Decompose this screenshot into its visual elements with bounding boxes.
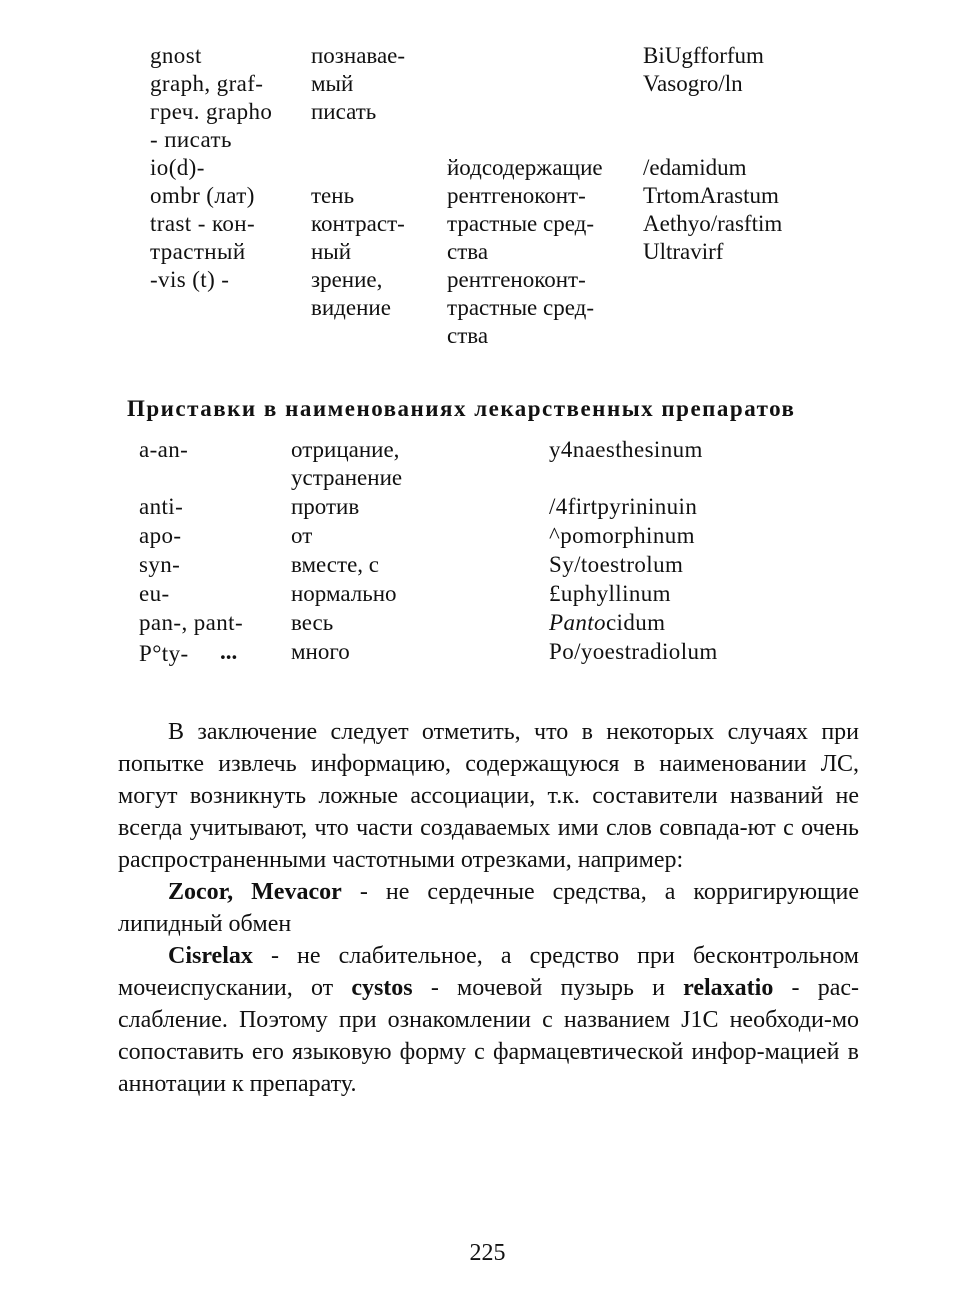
table-cell: видение <box>311 295 391 320</box>
table-cell: gnost <box>150 43 202 68</box>
table-cell: от <box>291 523 313 548</box>
table-cell: мый <box>311 71 354 96</box>
table-cell: контраст- <box>311 211 405 236</box>
table-cell: нормально <box>291 581 397 606</box>
table-cell: -vis (t) - <box>150 267 230 292</box>
table-cell: рентгеноконт- <box>447 183 586 208</box>
table-cell: Ultravirf <box>643 239 724 264</box>
table-cell: ства <box>447 323 489 348</box>
table-cell: трастный <box>150 239 246 264</box>
table-cell: £uphyllinum <box>549 581 671 606</box>
bold-term: relaxatio <box>683 975 774 1001</box>
table-cell: зрение, <box>311 267 383 292</box>
table-cell: вместе, с <box>291 552 379 577</box>
table-cell: трастные сред- <box>447 211 594 236</box>
paragraph-text: - не сердечные средства, а корригирующие липидный обмен <box>118 879 859 937</box>
table-cell: P°ty- <box>139 641 189 666</box>
table-cell: ombr (лат) <box>150 183 255 208</box>
italic-prefix: Panto <box>549 610 606 635</box>
table-cell: много <box>291 639 350 664</box>
table-cell: ный <box>311 239 352 264</box>
bold-term: Zocor, Mevacor <box>168 879 342 905</box>
table-cell: eu- <box>139 581 170 606</box>
table-cell: весь <box>291 610 334 635</box>
paragraph-text: - не слабительное, а средство при бесконтрольном мочеиспускании, от <box>118 943 859 1001</box>
table-cell: отрицание, <box>291 437 400 462</box>
table-cell: Aethyo/rasftim <box>643 211 783 236</box>
table-cell: ^pomorphinum <box>549 523 695 548</box>
paragraph-text: - рас-слабление. Поэтому при ознакомлении с названием J1C необходи-мо сопоставить его языковую форму с фармацевтической инфор-мацией в аннотации к препарату. <box>118 975 859 1097</box>
table-cell: TrtomArastum <box>643 183 779 208</box>
bold-term: cystos <box>351 975 413 1001</box>
table-cell: io(d)- <box>150 155 205 180</box>
paragraph-text: - мочевой пузырь и <box>412 975 684 1001</box>
table-cell: Vasogro/ln <box>643 71 743 96</box>
table-cell: ства <box>447 239 489 264</box>
bold-term: Cisrelax <box>168 943 253 969</box>
table-cell: познавае- <box>311 43 406 68</box>
table-cell: apo- <box>139 523 182 548</box>
paragraph-3 <box>118 940 859 1100</box>
table-cell: рентгеноконт- <box>447 267 586 292</box>
section-heading: Приставки в наименованиях лекарственных препаратов <box>127 396 796 421</box>
table-cell: против <box>291 494 360 519</box>
table-cell: /4firtpyrininuin <box>549 494 698 519</box>
table-cell: устранение <box>291 465 403 490</box>
table-cell: pan-, pant- <box>139 610 244 635</box>
table-cell: anti- <box>139 494 184 519</box>
paragraph-1: В заключение следует отметить, что в некоторых случаях при попытке извлечь информацию, содержащуюся в наименовании ЛС, могут возникнуть ложные ассоциации, т.к. составители названий не всегда учитывают, что части создаваемых ими слов совпада-ют с очень распространенными частотными отрезками, например: <box>118 719 859 873</box>
table-cell-ellipsis: ... <box>220 639 238 664</box>
table-cell: трастные сред- <box>447 295 594 320</box>
table-cell: syn- <box>139 552 181 577</box>
page-number: 225 <box>469 1240 506 1266</box>
suffix: cidum <box>605 610 666 635</box>
table-cell: graph, graf- <box>150 71 264 96</box>
table-cell: писать <box>311 99 377 124</box>
table-cell: Sy/toestrolum <box>549 552 684 577</box>
table-cell: trast - кон- <box>150 211 256 236</box>
table-cell: BiUgfforfum <box>643 43 764 68</box>
table-cell: Po/yoestradiolum <box>549 639 718 664</box>
table-cell: y4naesthesinum <box>549 437 703 462</box>
table-cell: греч. grapho <box>150 99 273 124</box>
table-cell: тень <box>311 183 355 208</box>
table-cell: a-an- <box>139 437 189 462</box>
table-cell: йодсодержащие <box>447 155 603 180</box>
table-cell <box>549 609 665 637</box>
paragraph-2 <box>118 876 859 940</box>
table-cell: /edamidum <box>643 155 747 180</box>
table-cell: - писать <box>150 127 232 152</box>
